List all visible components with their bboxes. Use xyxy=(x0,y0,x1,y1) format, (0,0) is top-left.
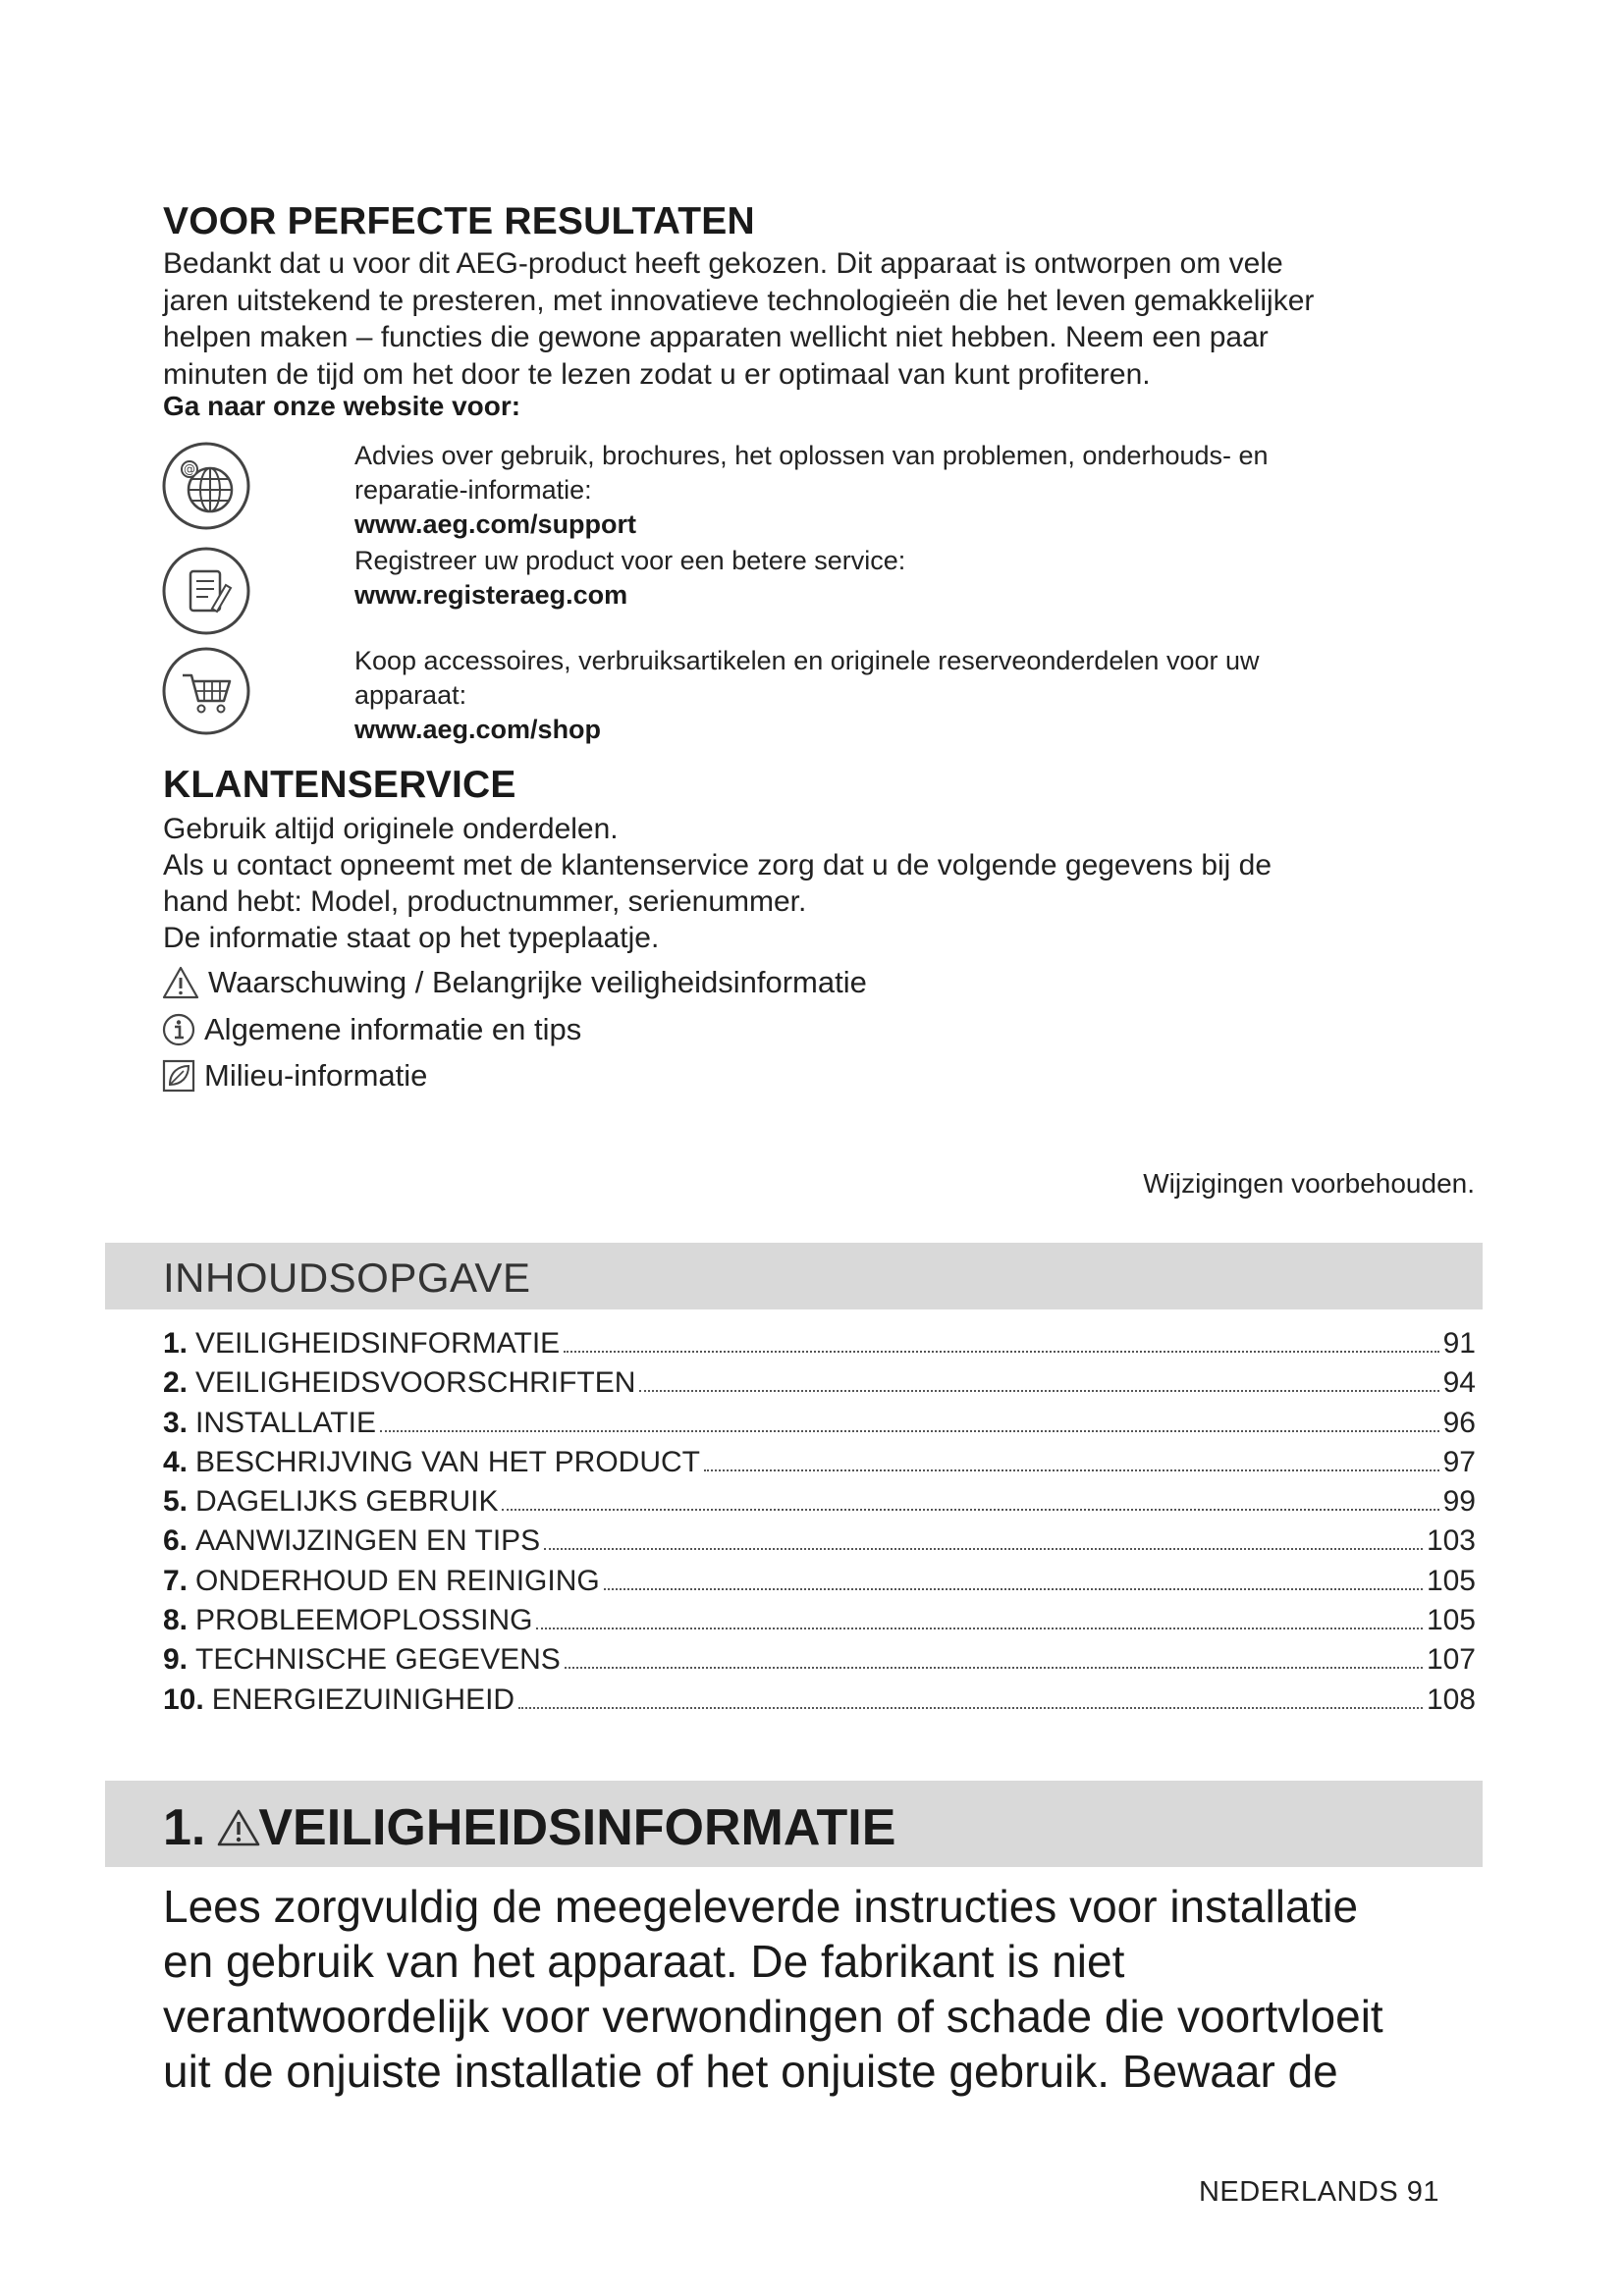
toc-number: 6. xyxy=(163,1524,189,1558)
customer-service-line: Als u contact opneemt met de klantenservice zorg dat u de volgende gegevens bij de xyxy=(163,849,1272,881)
toc-title: VEILIGHEIDSVOORSCHRIFTEN xyxy=(195,1366,636,1400)
customer-service-line: hand hebt: Model, productnummer, serienummer. xyxy=(163,885,807,918)
section1-title: VEILIGHEIDSINFORMATIE xyxy=(258,1799,896,1856)
intro-line: Bedankt dat u voor dit AEG-product heeft gekozen. Dit apparaat is ontworpen om vele xyxy=(163,247,1283,280)
intro-line: helpen maken – functies die gewone apparaten wellicht niet hebben. Neem een paar xyxy=(163,321,1269,353)
toc-number: 2. xyxy=(163,1366,189,1400)
toc-number: 5. xyxy=(163,1485,189,1519)
section1-line: verantwoordelijk voor verwondingen of schade die voortvloeit xyxy=(163,1991,1383,2042)
toc-leader xyxy=(704,1469,1439,1471)
toc-page: 105 xyxy=(1426,1604,1476,1637)
warning-icon xyxy=(161,965,200,1000)
shopping-cart-icon xyxy=(161,646,251,736)
legend-warning-label: Waarschuwing / Belangrijke veiligheidsinformatie xyxy=(208,965,867,999)
intro-paragraph xyxy=(163,245,1479,393)
toc-leader xyxy=(518,1707,1423,1709)
toc-item[interactable] xyxy=(163,1366,1476,1406)
toc-title: BESCHRIJVING VAN HET PRODUCT xyxy=(195,1445,700,1478)
intro-line: jaren uitstekend te presteren, met innovatieve technologieën die het leven gemakkelijker xyxy=(163,284,1315,317)
customer-service-line: De informatie staat op het typeplaatje. xyxy=(163,922,660,954)
toc-page: 96 xyxy=(1442,1406,1476,1439)
toc-number: 9. xyxy=(163,1643,189,1677)
site-shop-line: apparaat: xyxy=(354,680,467,710)
customer-service-line: Gebruik altijd originele onderdelen. xyxy=(163,813,619,845)
site-register-line: Registreer uw product voor een betere service: xyxy=(354,546,906,575)
shop-link[interactable]: www.aeg.com/shop xyxy=(354,715,602,744)
website-label: Ga naar onze website voor: xyxy=(163,391,521,421)
toc-page: 107 xyxy=(1426,1643,1476,1677)
toc-item[interactable] xyxy=(163,1407,1476,1446)
toc-item[interactable] xyxy=(163,1485,1476,1524)
toc-number: 7. xyxy=(163,1564,189,1597)
toc-item[interactable] xyxy=(163,1565,1476,1604)
site-shop xyxy=(354,644,1454,747)
section1-heading xyxy=(163,1798,895,1857)
toc-title: ONDERHOUD EN REINIGING xyxy=(195,1564,600,1597)
section1-line: en gebruik van het apparaat. De fabrikant is niet xyxy=(163,1936,1125,1987)
toc-page: 97 xyxy=(1442,1445,1476,1478)
site-support-line: reparatie-informatie: xyxy=(354,475,592,505)
legend-warning xyxy=(161,965,867,1000)
toc-leader xyxy=(502,1509,1438,1511)
toc-leader xyxy=(544,1548,1423,1550)
toc-page: 108 xyxy=(1426,1682,1476,1716)
legend-info xyxy=(161,1012,581,1047)
register-icon xyxy=(161,546,251,636)
toc-page: 105 xyxy=(1426,1564,1476,1597)
toc-item[interactable] xyxy=(163,1524,1476,1564)
toc-title: TECHNISCHE GEGEVENS xyxy=(195,1643,561,1677)
section1-body xyxy=(163,1879,1479,2099)
site-register xyxy=(354,544,1454,613)
toc-title: VEILIGHEIDSINFORMATIE xyxy=(195,1327,561,1360)
toc-page: 91 xyxy=(1442,1327,1476,1360)
toc-item[interactable] xyxy=(163,1327,1476,1366)
toc-title: INSTALLATIE xyxy=(195,1406,376,1439)
toc-title: PROBLEEMOPLOSSING xyxy=(195,1604,533,1637)
support-link[interactable]: www.aeg.com/support xyxy=(354,509,637,539)
toc-title: AANWIJZINGEN EN TIPS xyxy=(195,1524,541,1558)
toc-number: 1. xyxy=(163,1327,189,1360)
toc-leader xyxy=(536,1628,1422,1629)
site-support-line: Advies over gebruik, brochures, het oplossen van problemen, onderhouds- en xyxy=(354,441,1269,470)
site-shop-line: Koop accessoires, verbruiksartikelen en originele reserveonderdelen voor uw xyxy=(354,646,1260,675)
toc-number: 8. xyxy=(163,1604,189,1637)
toc-item[interactable] xyxy=(163,1643,1476,1682)
toc-number: 4. xyxy=(163,1445,189,1478)
toc-number: 10. xyxy=(163,1682,204,1716)
toc-page: 94 xyxy=(1442,1366,1476,1400)
toc-number: 3. xyxy=(163,1406,189,1439)
section1-line: Lees zorgvuldig de meegeleverde instructies voor installatie xyxy=(163,1881,1359,1932)
page-heading-perfect-results: VOOR PERFECTE RESULTATEN xyxy=(163,200,755,242)
toc-item[interactable] xyxy=(163,1683,1476,1723)
legend-environment-label: Milieu-informatie xyxy=(204,1058,428,1093)
toc-heading: INHOUDSOPGAVE xyxy=(163,1255,531,1301)
toc-title: ENERGIEZUINIGHEID xyxy=(211,1682,515,1716)
toc-leader xyxy=(380,1430,1439,1432)
site-support xyxy=(354,439,1454,542)
section1-number: 1. xyxy=(163,1799,206,1856)
toc-item[interactable] xyxy=(163,1446,1476,1485)
legend-info-label: Algemene informatie en tips xyxy=(204,1012,582,1046)
warning-icon xyxy=(217,1807,264,1848)
toc-page: 99 xyxy=(1442,1485,1476,1519)
changes-note: Wijzigingen voorbehouden. xyxy=(1143,1168,1475,1199)
intro-line: minuten de tijd om het door te lezen zodat u er optimaal van kunt profiteren. xyxy=(163,357,1151,391)
info-icon xyxy=(161,1012,196,1047)
toc-leader xyxy=(564,1351,1438,1353)
globe-icon xyxy=(161,441,251,531)
toc-item[interactable] xyxy=(163,1604,1476,1643)
toc-leader xyxy=(639,1390,1438,1392)
register-link[interactable]: www.registeraeg.com xyxy=(354,580,628,610)
toc-leader xyxy=(565,1667,1423,1669)
leaf-icon xyxy=(161,1058,196,1094)
customer-service-heading: KLANTENSERVICE xyxy=(163,764,516,806)
section1-line: uit de onjuiste installatie of het onjuiste gebruik. Bewaar de xyxy=(163,2046,1338,2097)
table-of-contents xyxy=(163,1327,1476,1723)
svg-text:@: @ xyxy=(184,462,195,476)
page-footer: NEDERLANDS 91 xyxy=(1198,2176,1439,2208)
toc-leader xyxy=(604,1588,1423,1590)
toc-page: 103 xyxy=(1426,1524,1476,1558)
toc-title: DAGELIJKS GEBRUIK xyxy=(195,1485,499,1519)
legend-environment xyxy=(161,1058,427,1094)
